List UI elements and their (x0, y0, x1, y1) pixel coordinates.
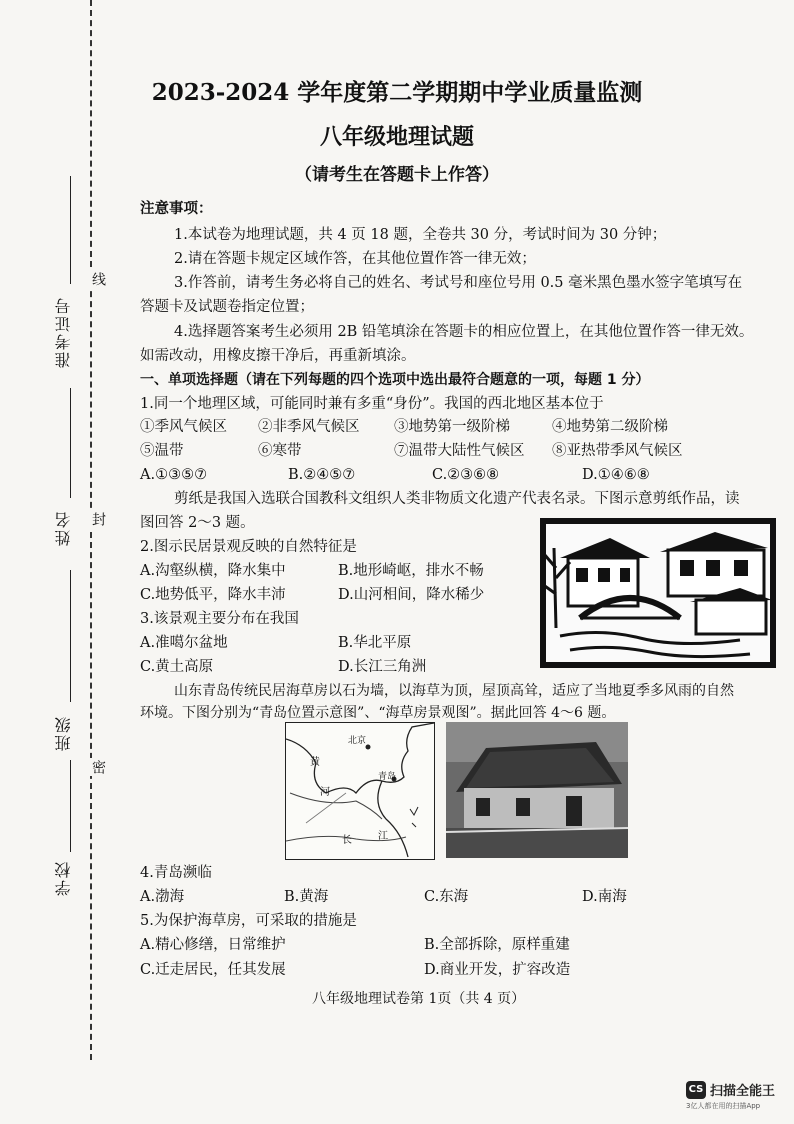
page-footer: 八年级地理试卷第 1页（共 4 页） (312, 991, 526, 1007)
papercut-intro-cont: 图回答 2～3 题。 (140, 515, 255, 531)
map-label-chang: 长 (342, 835, 352, 846)
q5-option-a: A.精心修缮，日常维护 (140, 937, 286, 953)
q5-option-c: C.迁走居民，任其发展 (140, 962, 286, 978)
q1-item: ①季风气候区 (140, 419, 227, 435)
seal-secret-char: 密 (90, 760, 106, 774)
class-blank (70, 570, 71, 702)
notice-item-2: 2.请在答题卡规定区域作答，在其他位置作答一律无效； (174, 251, 536, 267)
q4-stem: 4.青岛濒临 (140, 865, 212, 881)
exam-title: 2023-2024 学年度第二学期期中学业质量监测 (151, 79, 643, 106)
q1-stem: 1.同一个地理区域，可能同时兼有多重“身份”。我国的西北地区基本位于 (140, 396, 604, 412)
map-label-beijing: 北京 (348, 736, 367, 746)
scanner-app-name: 扫描全能王 (710, 1084, 776, 1099)
seaweed-house-photo (446, 722, 628, 858)
exam-note: （请考生在答题卡上作答） (295, 165, 499, 185)
qingdao-intro-cont: 环境。下图分别为“青岛位置示意图”、“海草房景观图”。据此回答 4～6 题。 (140, 705, 616, 721)
seal-seal-char: 封 (90, 512, 106, 526)
notice-item-4: 4.选择题答案考生必须用 2B 铅笔填涂在答题卡的相应位置上，在其他位置作答一律无效。 (174, 324, 754, 340)
qingdao-location-map (285, 722, 435, 860)
scanner-logo-icon: CS (686, 1081, 706, 1099)
q4-option-c: C.东海 (424, 889, 469, 905)
qingdao-intro: 山东青岛传统民居海草房以石为墙，以海草为顶，屋顶高耸，适应了当地夏季多风雨的自然 (174, 683, 734, 699)
q1-item: ⑥寒带 (258, 443, 302, 459)
q3-option-a: A.准噶尔盆地 (140, 635, 228, 651)
exam-subtitle: 八年级地理试题 (319, 124, 474, 150)
papercut-image (540, 518, 776, 668)
seaweed-house-drawing (446, 722, 628, 858)
map-label-he: 河 (320, 787, 330, 798)
q2-option-d: D.山河相间，降水稀少 (338, 587, 485, 603)
q3-option-c: C.黄土高原 (140, 659, 214, 675)
papercut-intro: 剪纸是我国入选联合国教科文组织人类非物质文化遗产代表名录。下图示意剪纸作品，读 (174, 491, 740, 507)
seal-line-char: 线 (90, 272, 106, 286)
map-label-jiang: 江 (378, 831, 388, 842)
q2-option-b: B.地形崎岖，排水不畅 (338, 563, 484, 579)
q4-option-b: B.黄海 (284, 889, 329, 905)
q2-option-a: A.沟壑纵横，降水集中 (140, 563, 286, 579)
q1-option-b: B.②④⑤⑦ (288, 467, 356, 483)
notice-item-1: 1.本试卷为地理试题，共 4 页 18 题，全卷共 30 分，考试时间为 30 分钟； (174, 227, 667, 243)
papercut-artwork (540, 518, 776, 668)
name-label: 姓名 (54, 510, 73, 546)
q1-item: ⑤温带 (140, 443, 184, 459)
exam-number-blank (70, 176, 71, 284)
q3-stem: 3.该景观主要分布在我国 (140, 611, 299, 627)
q1-option-c: C.②③⑥⑧ (432, 467, 500, 483)
binding-dashed-line (90, 0, 92, 1060)
notice-item-3-cont: 答题卡及试题卷指定位置； (140, 299, 314, 315)
q1-option-a: A.①③⑤⑦ (140, 467, 208, 483)
q1-item: ③地势第一级阶梯 (394, 419, 510, 435)
q1-item: ④地势第二级阶梯 (552, 419, 668, 435)
scanner-tagline: 3亿人都在用的扫描App (686, 1102, 761, 1110)
class-label: 班级 (54, 715, 73, 751)
school-label: 学校 (54, 860, 73, 896)
q1-item: ⑧亚热带季风气候区 (552, 443, 683, 459)
q2-stem: 2.图示民居景观反映的自然特征是 (140, 539, 357, 555)
q4-option-a: A.渤海 (140, 889, 185, 905)
q3-option-b: B.华北平原 (338, 635, 412, 651)
scanner-watermark (686, 1080, 775, 1111)
notice-item-4-cont: 如需改动，用橡皮擦干净后，再重新填涂。 (140, 348, 416, 364)
q5-option-d: D.商业开发，扩容改造 (424, 962, 571, 978)
q1-item: ②非季风气候区 (258, 419, 360, 435)
q2-option-c: C.地势低平，降水丰沛 (140, 587, 286, 603)
notice-heading: 注意事项： (140, 201, 213, 217)
q4-option-d: D.南海 (582, 889, 627, 905)
map-label-qingdao: 青岛 (378, 772, 397, 782)
q1-option-d: D.①④⑥⑧ (582, 467, 650, 483)
notice-item-3: 3.作答前，请考生务必将自己的姓名、考试号和座位号用 0.5 毫米黑色墨水签字笔填写在 (174, 275, 743, 291)
map-label-huang: 黄 (310, 757, 320, 768)
school-blank (70, 760, 71, 852)
q5-option-b: B.全部拆除，原样重建 (424, 937, 570, 953)
exam-number-label: 准考证号 (54, 296, 73, 368)
section-heading: 一、单项选择题（请在下列每题的四个选项中选出最符合题意的一项，每题 1 分） (140, 372, 650, 388)
name-blank (70, 388, 71, 498)
q5-stem: 5.为保护海草房，可采取的措施是 (140, 913, 357, 929)
q1-item: ⑦温带大陆性气候区 (394, 443, 525, 459)
q3-option-d: D.长江三角洲 (338, 659, 427, 675)
